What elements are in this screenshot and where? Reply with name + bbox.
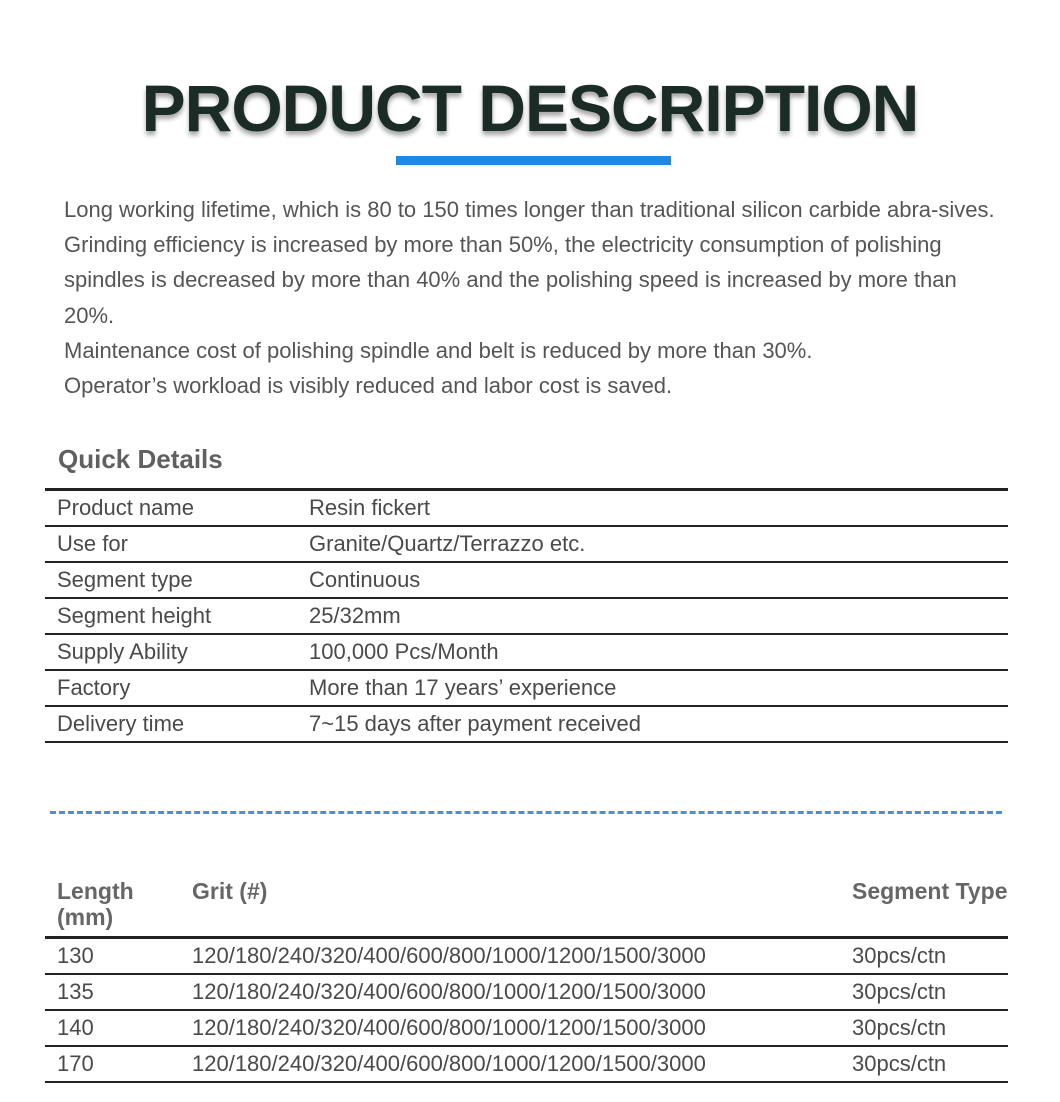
table-row [45, 598, 1008, 634]
detail-value: 100,000 Pcs/Month [297, 634, 1008, 670]
quick-details-heading: Quick Details [58, 444, 223, 474]
length-cell: 130 [45, 938, 180, 975]
grit-cell: 120/180/240/320/400/600/800/1000/1200/1500/3000 [180, 1046, 840, 1082]
detail-value: 25/32mm [297, 598, 1008, 634]
table-row [45, 1010, 1008, 1046]
table-row [45, 974, 1008, 1010]
table-row [45, 562, 1008, 598]
detail-value: Granite/Quartz/Terrazzo etc. [297, 526, 1008, 562]
description [64, 192, 1004, 403]
column-header-length: Length (mm) [45, 870, 180, 938]
segment-type-cell: 30pcs/ctn [840, 974, 1008, 1010]
detail-key: Segment height [45, 598, 297, 634]
table-row [45, 526, 1008, 562]
detail-key: Segment type [45, 562, 297, 598]
detail-value: Continuous [297, 562, 1008, 598]
table-row [45, 706, 1008, 742]
length-cell: 170 [45, 1046, 180, 1082]
quick-details-table [45, 488, 1008, 743]
detail-key: Product name [45, 490, 297, 527]
detail-value: Resin fickert [297, 490, 1008, 527]
length-cell: 140 [45, 1010, 180, 1046]
description-paragraph: Operator’s workload is visibly reduced and labor cost is saved. [64, 373, 673, 399]
description-paragraph: Grinding efficiency is increased by more than 50%, the electricity consumption of polishing spindles is decreased by more than 40% and the polishing speed is increased by more than 20%. [64, 232, 957, 328]
segment-type-cell: 30pcs/ctn [840, 938, 1008, 975]
dashed-divider [50, 811, 1002, 814]
description-paragraph: Maintenance cost of polishing spindle and belt is reduced by more than 30%. [64, 337, 813, 363]
spec-table [45, 870, 1008, 1083]
grit-cell: 120/180/240/320/400/600/800/1000/1200/1500/3000 [180, 1010, 840, 1046]
table-row [45, 1046, 1008, 1082]
segment-type-cell: 30pcs/ctn [840, 1046, 1008, 1082]
segment-type-cell: 30pcs/ctn [840, 1010, 1008, 1046]
detail-value: 7~15 days after payment received [297, 706, 1008, 742]
title-underline [396, 156, 671, 165]
detail-key: Supply Ability [45, 634, 297, 670]
grit-cell: 120/180/240/320/400/600/800/1000/1200/1500/3000 [180, 974, 840, 1010]
column-header-grit: Grit (#) [180, 870, 840, 938]
detail-key: Use for [45, 526, 297, 562]
detail-key: Factory [45, 670, 297, 706]
grit-cell: 120/180/240/320/400/600/800/1000/1200/1500/3000 [180, 938, 840, 975]
table-header-row [45, 870, 1008, 938]
page-title: PRODUCT DESCRIPTION [141, 71, 919, 145]
column-header-segment-type: Segment Type [840, 870, 1008, 938]
table-row [45, 634, 1008, 670]
table-row [45, 938, 1008, 975]
detail-key: Delivery time [45, 706, 297, 742]
detail-value: More than 17 years’ experience [297, 670, 1008, 706]
table-row [45, 670, 1008, 706]
length-cell: 135 [45, 974, 180, 1010]
description-paragraph: Long working lifetime, which is 80 to 150 times longer than traditional silicon carbide abra-sives. [64, 197, 995, 222]
table-row [45, 490, 1008, 527]
